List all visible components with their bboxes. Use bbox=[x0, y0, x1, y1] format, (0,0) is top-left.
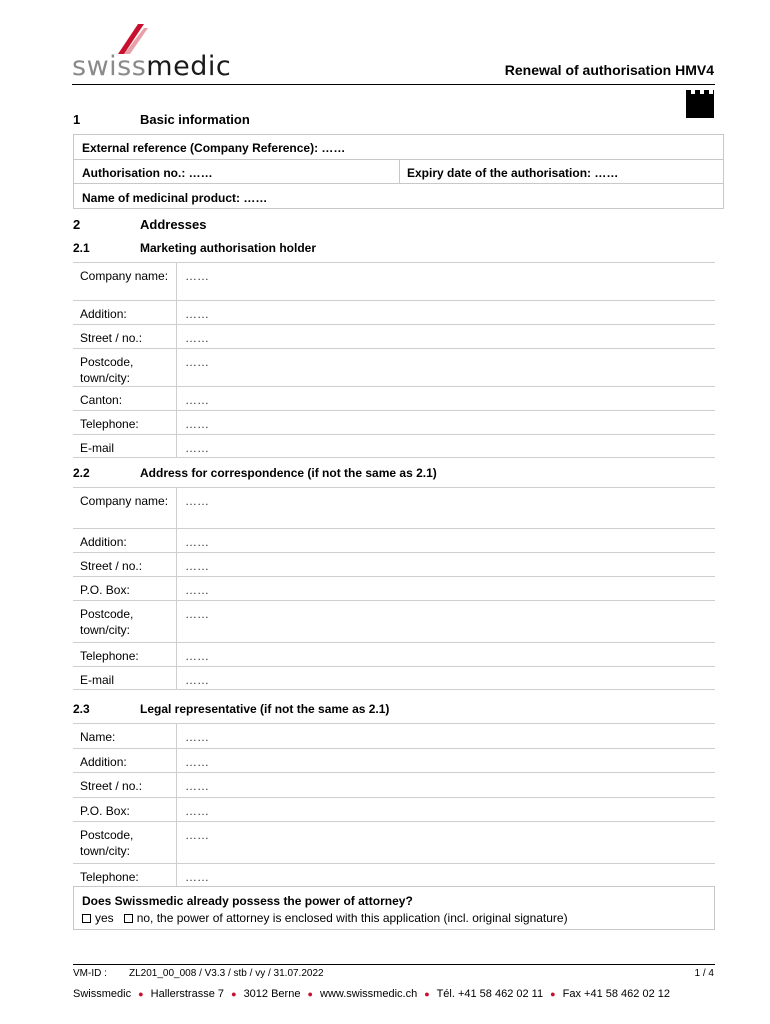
swissmedic-logo bbox=[72, 22, 262, 84]
section-2-title: Addresses bbox=[140, 217, 207, 232]
po-box-value[interactable]: …… bbox=[177, 577, 716, 601]
table-row bbox=[73, 822, 715, 864]
canton-label: Canton: bbox=[73, 387, 177, 411]
street-label: Street / no.: bbox=[73, 773, 177, 798]
company-name-label: Company name: bbox=[73, 263, 177, 301]
company-name-value[interactable]: …… bbox=[177, 488, 716, 529]
footer-web[interactable]: www.swissmedic.ch bbox=[320, 988, 418, 1000]
header-divider bbox=[72, 84, 715, 85]
authorisation-no-label: Authorisation no.: …… bbox=[82, 166, 213, 180]
footer-city: 3012 Berne bbox=[243, 988, 301, 1000]
postcode-label: Postcode, town/city: bbox=[73, 601, 177, 643]
footer-street: Hallerstrasse 7 bbox=[150, 988, 224, 1000]
page-number: 1 / 4 bbox=[694, 968, 714, 979]
addition-value[interactable]: …… bbox=[177, 749, 716, 773]
no-option-label: no, the power of attorney is enclosed with this application (incl. original signature) bbox=[136, 911, 568, 925]
street-label: Street / no.: bbox=[73, 553, 177, 577]
form-category-icon bbox=[685, 89, 715, 119]
subsection-2-2-title: Address for correspondence (if not the same as 2.1) bbox=[140, 466, 437, 480]
table-row bbox=[73, 667, 715, 690]
postcode-value[interactable]: …… bbox=[177, 822, 716, 864]
table-row bbox=[73, 488, 715, 529]
addition-label: Addition: bbox=[73, 301, 177, 325]
table-row bbox=[73, 643, 715, 667]
table-row bbox=[73, 749, 715, 773]
subsection-2-1-number: 2.1 bbox=[73, 241, 90, 255]
vm-id-value: ZL201_00_008 / V3.3 / stb / vy / 31.07.2022 bbox=[129, 968, 324, 979]
table-row bbox=[73, 435, 715, 458]
telephone-label: Telephone: bbox=[73, 864, 177, 887]
table-row bbox=[73, 773, 715, 798]
external-reference-field[interactable] bbox=[73, 134, 724, 160]
section-2-number: 2 bbox=[73, 217, 81, 232]
postcode-label: Postcode, town/city: bbox=[73, 349, 177, 387]
footer-org: Swissmedic bbox=[73, 988, 132, 1000]
table-row bbox=[73, 798, 715, 822]
street-value[interactable]: …… bbox=[177, 553, 716, 577]
table-row bbox=[73, 577, 715, 601]
table-row bbox=[73, 325, 715, 349]
subsection-2-3-number: 2.3 bbox=[73, 702, 90, 716]
footer-address bbox=[73, 988, 670, 1000]
street-value[interactable]: …… bbox=[177, 773, 716, 798]
table-row bbox=[73, 263, 715, 301]
product-name-field[interactable] bbox=[73, 183, 724, 209]
logo-swiss-text: swiss bbox=[72, 51, 147, 82]
table-row bbox=[73, 724, 715, 749]
canton-value[interactable]: …… bbox=[177, 387, 716, 411]
subsection-2-3-title: Legal representative (if not the same as 2.1) bbox=[140, 702, 390, 716]
external-reference-label: External reference (Company Reference): …… bbox=[82, 141, 346, 155]
postcode-label: Postcode, town/city: bbox=[73, 822, 177, 864]
table-row bbox=[73, 601, 715, 643]
telephone-value[interactable]: …… bbox=[177, 411, 716, 435]
product-name-label: Name of medicinal product: …… bbox=[82, 191, 268, 205]
table-row bbox=[73, 553, 715, 577]
yes-checkbox[interactable] bbox=[82, 914, 91, 923]
telephone-label: Telephone: bbox=[73, 411, 177, 435]
expiry-date-field[interactable] bbox=[399, 159, 724, 184]
email-value[interactable]: …… bbox=[177, 667, 716, 690]
table-row bbox=[73, 349, 715, 387]
footer-divider bbox=[73, 964, 715, 965]
power-of-attorney-question: Does Swissmedic already possess the power of attorney? bbox=[82, 894, 413, 908]
legal-representative-table bbox=[73, 723, 715, 887]
email-label: E-mail bbox=[73, 667, 177, 690]
subsection-2-2-number: 2.2 bbox=[73, 466, 90, 480]
footer-fax: Fax +41 58 462 02 12 bbox=[562, 988, 670, 1000]
subsection-2-1-title: Marketing authorisation holder bbox=[140, 241, 317, 255]
po-box-value[interactable]: …… bbox=[177, 798, 716, 822]
email-value[interactable]: …… bbox=[177, 435, 716, 458]
separator-dot-icon: ● bbox=[231, 989, 237, 999]
postcode-value[interactable]: …… bbox=[177, 601, 716, 643]
street-value[interactable]: …… bbox=[177, 325, 716, 349]
vm-id-label: VM-ID : bbox=[73, 968, 107, 979]
table-row bbox=[73, 301, 715, 325]
yes-option-label: yes bbox=[95, 911, 114, 925]
logo-medic-text: medic bbox=[146, 51, 232, 82]
section-1-title: Basic information bbox=[140, 112, 250, 127]
company-name-label: Company name: bbox=[73, 488, 177, 529]
postcode-value[interactable]: …… bbox=[177, 349, 716, 387]
separator-dot-icon: ● bbox=[138, 989, 144, 999]
addition-value[interactable]: …… bbox=[177, 301, 716, 325]
company-name-value[interactable]: …… bbox=[177, 263, 716, 301]
po-box-label: P.O. Box: bbox=[73, 577, 177, 601]
expiry-date-label: Expiry date of the authorisation: …… bbox=[407, 166, 619, 180]
telephone-value[interactable]: …… bbox=[177, 643, 716, 667]
separator-dot-icon: ● bbox=[307, 989, 313, 999]
table-row bbox=[73, 529, 715, 553]
table-row bbox=[73, 387, 715, 411]
power-of-attorney-box bbox=[73, 886, 715, 930]
telephone-value[interactable]: …… bbox=[177, 864, 716, 887]
table-row bbox=[73, 864, 715, 887]
document-title: Renewal of authorisation HMV4 bbox=[504, 62, 714, 78]
po-box-label: P.O. Box: bbox=[73, 798, 177, 822]
separator-dot-icon: ● bbox=[550, 989, 556, 999]
street-label: Street / no.: bbox=[73, 325, 177, 349]
email-label: E-mail bbox=[73, 435, 177, 458]
addition-label: Addition: bbox=[73, 749, 177, 773]
addition-label: Addition: bbox=[73, 529, 177, 553]
section-1-number: 1 bbox=[73, 112, 81, 127]
authorisation-no-field[interactable] bbox=[73, 159, 400, 184]
footer-tel: Tél. +41 58 462 02 11 bbox=[436, 988, 544, 1000]
name-value[interactable]: …… bbox=[177, 724, 716, 749]
holder-address-table bbox=[73, 262, 715, 458]
name-label: Name: bbox=[73, 724, 177, 749]
separator-dot-icon: ● bbox=[424, 989, 430, 999]
correspondence-address-table bbox=[73, 487, 715, 690]
telephone-label: Telephone: bbox=[73, 643, 177, 667]
no-checkbox[interactable] bbox=[124, 914, 133, 923]
addition-value[interactable]: …… bbox=[177, 529, 716, 553]
table-row bbox=[73, 411, 715, 435]
